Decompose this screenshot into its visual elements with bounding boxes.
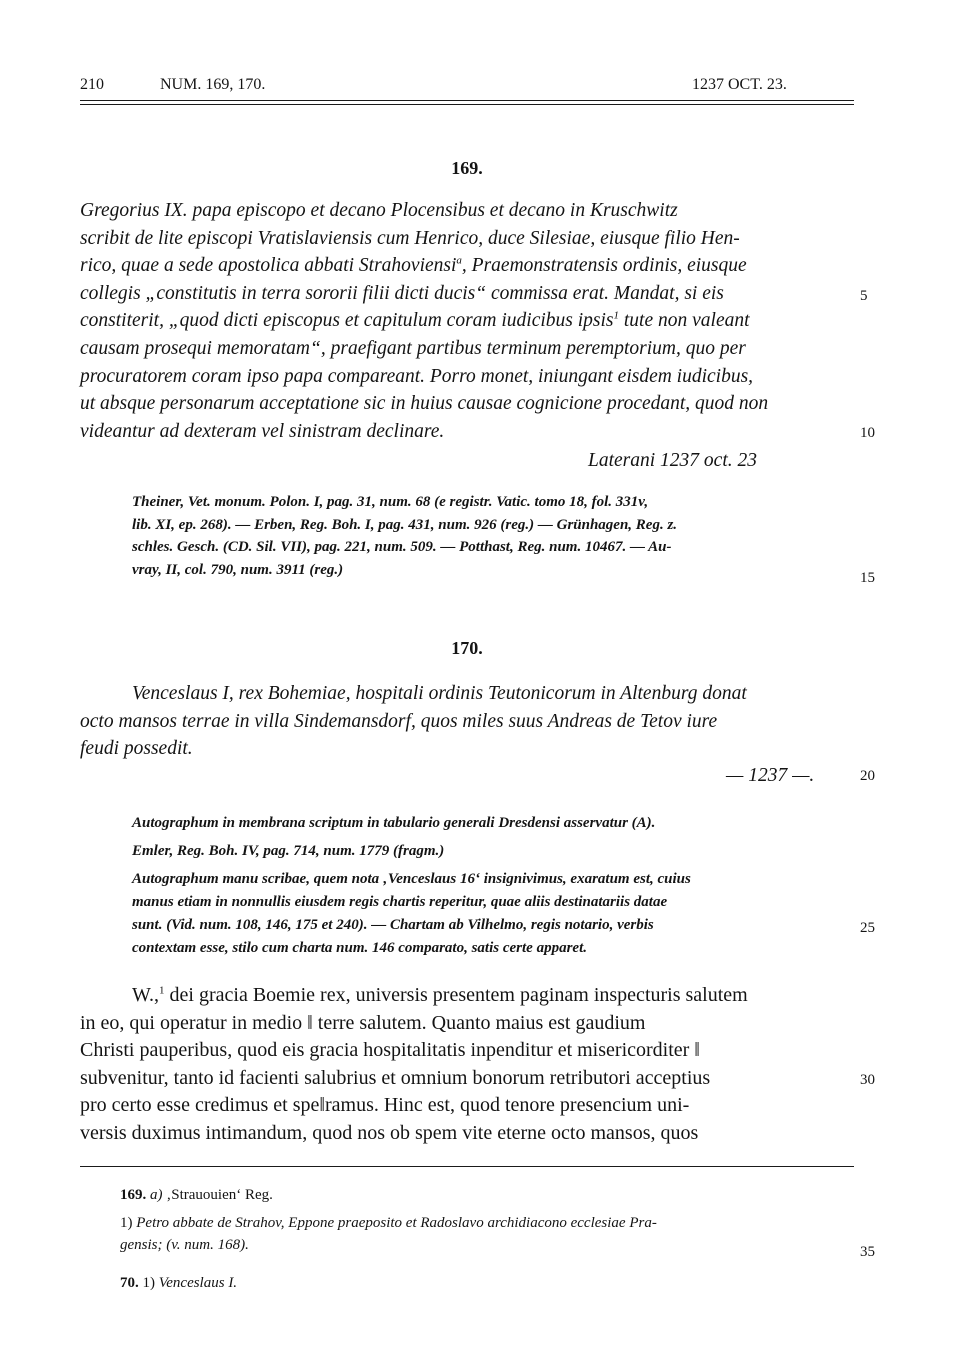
footnote-rule [80,1166,854,1167]
source-line: Emler, Reg. Boh. IV, pag. 714, num. 1779 (fragm.) [132,843,445,859]
footnote-doc-number: 70. [120,1275,139,1291]
header-rule-double [80,104,854,105]
footnote-text: ‚Strauouien‘ Reg. [166,1187,273,1203]
line-number: 10 [860,425,875,441]
regest-line: scribit de lite episcopi Vratislaviensis cum Henrico, duce Silesiae, eiusque filio Hen- [80,227,740,249]
footnote-doc-number: 169. [120,1187,147,1203]
doc-170-number: 170. [451,638,483,658]
doc-169-number: 169. [451,158,483,178]
source-line: contextam esse, stilo cum charta num. 146 comparato, satis certe apparet. [132,940,587,956]
regest-line: Venceslaus I, rex Bohemiae, hospitali ordinis Teutonicorum in Altenburg donat [132,683,747,704]
regest-line: ut absque personarum acceptatione sic in huius causae cognicione procedant, quod non [80,393,769,415]
header-rule [80,100,854,101]
charter-line: versis duximus intimandum, quod nos ob spem vite eterne octo mansos, quos [80,1121,699,1144]
regest-line: octo mansos terrae in villa Sindemansdorf, quos miles suus Andreas de Tetov iure [80,710,718,732]
footnote-letter: a) [150,1187,163,1203]
regest-text: rico, quae a sede apostolica abbati Strahoviensi [80,255,457,277]
source-line: manus etiam in nonnullis eiusdem regis chartis reperitur, quae aliis destinatariis datae [132,894,668,910]
footnote-ref-a: a [456,254,462,267]
regest-text: tute non valeant [619,310,750,332]
charter-line: Christi pauperibus, quod eis gracia hospitalitatis inpenditur et misericorditer ‖ [80,1039,700,1062]
doc-170-dateline: — 1237 —. [726,765,815,786]
footnote-ref-1: 1 [159,984,165,997]
regest-line: videantur ad dexteram vel sinistram declinare. [80,420,445,442]
charter-text: dei gracia Boemie rex, universis presentem paginam inspecturis salutem [164,984,748,1006]
line-number: 30 [860,1072,875,1088]
source-line: schles. Gesch. (CD. Sil. VII), pag. 221, num. 509. — Potthast, Reg. num. 10467. — Au- [132,539,672,555]
footnote-letter: 1) [120,1215,133,1231]
source-line: sunt. (Vid. num. 108, 146, 175 et 240). — Chartam ab Vilhelmo, regis notario, verbis [132,917,654,933]
charter-line: pro certo esse credimus et spe‖ramus. Hinc est, quod tenore presencium uni- [80,1094,690,1117]
source-line: Autographum manu scribae, quem nota ‚Venceslaus 16‘ insignivimus, exaratum est, cuius [132,871,691,887]
line-number: 35 [860,1244,875,1260]
regest-line: procuratorem coram ipso papa compareant. Porro monet, iniungant eisdem iudicibus, [80,365,754,387]
regest-line: feudi possedit. [80,738,193,760]
source-line: lib. XI, ep. 268). — Erben, Reg. Boh. I, pag. 431, num. 926 (reg.) — Grünhagen, Reg. z. [132,516,678,533]
footnote-text: Venceslaus I. [158,1275,238,1291]
doc-169-dateline: Laterani 1237 oct. 23 [588,450,757,471]
doc-169-regest [80,197,854,445]
line-number: 25 [860,920,875,936]
doc-169-sources [132,491,854,581]
line-number: 15 [860,570,875,586]
header-doc-numbers: NUM. 169, 170. [160,76,266,93]
source-line: vray, II, col. 790, num. 3911 (reg.) [132,561,344,578]
footnote-line [120,1212,854,1234]
source-line: Theiner, Vet. monum. Polon. I, pag. 31, num. 68 (e registr. Vatic. tomo 18, fol. 331v, [132,494,649,510]
footnote-169-1 [120,1212,854,1256]
footnote-169-a [120,1184,273,1206]
doc-170-regest [80,680,854,763]
regest-text: , Praemonstratensis ordinis, eiusque [461,255,747,277]
regest-line [80,307,854,335]
charter-line [80,982,854,1010]
footnote-line: gensis; (v. num. 168). [120,1237,249,1253]
source-line: Autographum in membrana scriptum in tabulario generali Dresdensi asservatur (A). [132,815,656,831]
footnote-170-1 [120,1272,237,1294]
charter-line: in eo, qui operatur in medio ‖ terre salutem. Quanto maius est gaudium [80,1011,646,1034]
header-date: 1237 OCT. 23. [692,76,787,93]
footnote-ref-1: 1 [613,309,620,322]
charter-text: W., [132,984,160,1006]
regest-text: constiterit, „quod dicti episcopus et capitulum coram iudicibus ipsis [80,310,614,332]
doc-170-charter-text [80,982,854,1148]
regest-line: causam prosequi memoratam“, praefigant partibus terminum peremptorium, quo per [80,337,746,359]
page-number: 210 [80,76,104,93]
regest-line: collegis „constitutis in terra sororii filii dicti ducis“ commissa erat. Mandat, si eis [80,282,724,304]
charter-line: subvenitur, tanto id facienti salubrius et omnium bonorum retributori acceptius [80,1066,711,1089]
footnote-letter: 1) [142,1275,155,1291]
regest-line [80,252,854,280]
line-number: 5 [860,288,868,304]
line-number: 20 [860,768,875,784]
footnote-text: Petro abbate de Strahov, Eppone praeposito et Radoslavo archidiacono ecclesiae Pra- [136,1215,657,1231]
regest-line: Gregorius IX. papa episcopo et decano Plocensibus et decano in Kruschwitz [80,200,678,221]
doc-170-sources [132,812,854,960]
